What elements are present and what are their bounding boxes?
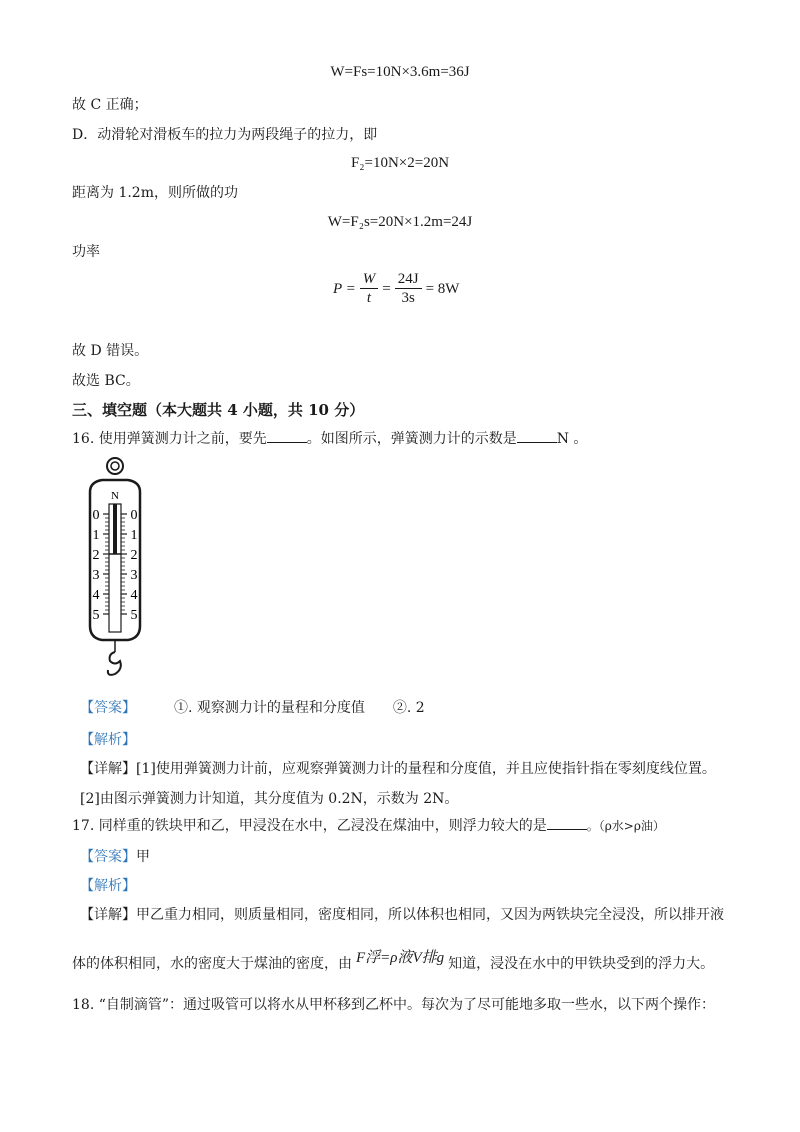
fraction-numerator-24j: 24J [395, 270, 422, 289]
q16-analysis-tag: 【解析】 [80, 732, 136, 748]
q17-text: 17. 同样重的铁块甲和乙，甲浸没在水中，乙浸没在煤油中，则浮力较大的是 [72, 818, 547, 834]
question-18: 18. “自制滴管”：通过吸管可以将水从甲杯移到乙杯中。每次为了尽可能地多取一些水，以下两个操作： [72, 997, 716, 1013]
equation-work-1: W=Fs=10N×3.6m=36J [330, 64, 470, 80]
question-16 [72, 430, 587, 448]
q16-text-b: 。如图所示，弹簧测力计的示数是 [306, 431, 517, 447]
power-equals: = [382, 280, 391, 297]
power-result: = 8W [425, 280, 460, 297]
choose-line: 故选 BC。 [72, 373, 140, 389]
scale-label-left-3: 3 [92, 568, 100, 583]
scale-label-left-1: 1 [92, 528, 100, 543]
q17-blank [547, 817, 587, 830]
scale-label-right-0: 0 [130, 508, 138, 523]
scale-hook [108, 652, 121, 675]
scale-label-right-4: 4 [130, 588, 138, 603]
fraction-numerator-w: W [360, 270, 379, 289]
q16-detail-1-text: [1]使用弹簧测力计前，应观察弹簧测力计的量程和分度值，并且应使指针指在零刻度线位置。 [136, 761, 716, 777]
question-17 [72, 817, 665, 835]
q17-detail-1-text: 甲乙重力相同，则质量相同，密度相同，所以体积也相同，又因为两铁块完全浸没，所以排开液 [136, 907, 724, 923]
q16-answer: ①. 观察测力计的量程和分度值 ②. 2 [174, 700, 425, 716]
q16-blank-1 [267, 430, 307, 443]
q16-text-a: 16. 使用弹簧测力计之前，要先 [72, 431, 267, 447]
q17-answer-tag: 【答案】 [80, 849, 136, 865]
q16-blank-2 [517, 430, 557, 443]
scale-label-right-3: 3 [130, 568, 138, 583]
scale-label-right-2: 2 [130, 548, 138, 563]
q17-answer-line [80, 848, 150, 866]
fraction-denominator-t: t [366, 290, 372, 306]
equation-force-2: F₂=10N×2=20N [350, 155, 450, 171]
buoyancy-formula: F浮=ρ液V排g [356, 950, 445, 966]
q17-detail-tag: 【详解】 [80, 907, 136, 923]
scale-label-left-0: 0 [92, 508, 100, 523]
section-3-heading: 三、填空题（本大题共 4 小题，共 10 分） [72, 401, 365, 419]
d-wrong-line: 故 D 错误。 [72, 343, 149, 359]
q16-answer-tag: 【答案】 [80, 700, 136, 716]
q17-detail-2a: 体的体积相同，水的密度大于煤油的密度，由 [72, 956, 352, 972]
d-intro-line: D．动滑轮对滑板车的拉力为两段绳子的拉力，即 [72, 127, 378, 143]
q17-condition: 。（ρ水>ρ油） [586, 819, 665, 833]
q17-answer: 甲 [136, 849, 150, 865]
scale-ring-inner [111, 462, 119, 470]
scale-label-left-5: 5 [92, 608, 100, 623]
fraction-denominator-3s: 3s [401, 290, 415, 306]
scale-unit: N [111, 490, 119, 502]
equation-power [333, 270, 459, 307]
q16-detail-2: [2]由图示弹簧测力计知道，其分度值为 0.2N，示数为 2N。 [80, 791, 459, 807]
distance-line: 距离为 1.2m，则所做的功 [72, 185, 238, 201]
c-correct-line: 故 C 正确； [72, 97, 148, 113]
scale-label-left-4: 4 [92, 588, 100, 603]
q17-detail-1 [80, 906, 724, 924]
scale-label-left-2: 2 [92, 548, 100, 563]
q17-detail-2b: 知道，浸没在水中的甲铁块受到的浮力大。 [448, 956, 715, 972]
q16-text-c: N 。 [556, 431, 588, 447]
power-lhs: P = [333, 280, 356, 297]
fraction-24j-over-3s [395, 270, 422, 307]
scale-label-right-1: 1 [130, 528, 138, 543]
power-label: 功率 [72, 244, 100, 260]
scale-ring-outer [107, 458, 123, 474]
equation-work-2: W=F₂s=20N×1.2m=24J [327, 214, 473, 230]
spring-scale-figure [80, 456, 160, 682]
fraction-w-over-t [360, 270, 379, 307]
q17-detail-2 [72, 950, 715, 973]
q17-analysis-tag: 【解析】 [80, 878, 136, 894]
q16-detail-1 [80, 760, 716, 778]
scale-label-right-5: 5 [130, 608, 138, 623]
q16-answer-line [80, 699, 425, 717]
q16-detail-tag: 【详解】 [80, 761, 136, 777]
